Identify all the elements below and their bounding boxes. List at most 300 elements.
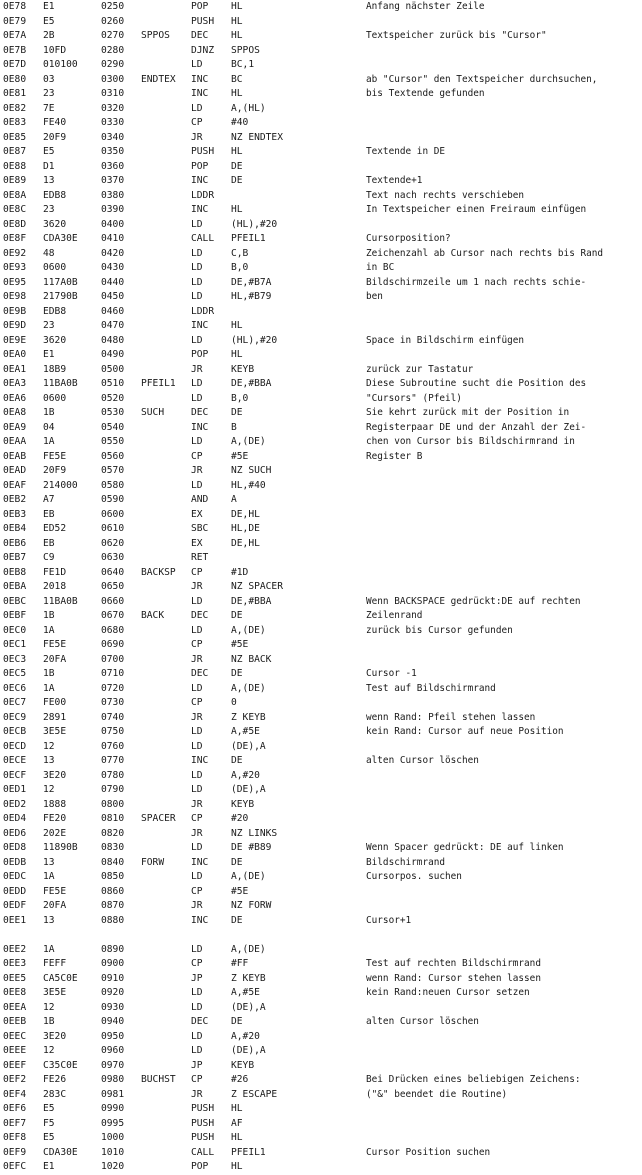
address-cell: 0EAA [3,436,27,447]
line-number-cell: 0720 [101,682,125,694]
mnemonic-cell: DEC [191,30,209,41]
comment-cell: kein Rand:neuen Cursor setzen [366,987,530,998]
line-number-cell: 0540 [101,421,125,433]
listing-row [3,1044,639,1059]
hex-code-cell: FEFF [43,958,67,969]
listing-row [3,841,639,856]
operand-cell: B,0 [231,262,249,273]
hex-code-cell: 3620 [43,334,67,346]
mnemonic-cell: JR [191,827,203,839]
comment-cell: alten Cursor löschen [366,1016,479,1027]
address-cell: 0EA9 [3,421,27,433]
mnemonic-cell: LD [191,218,203,230]
address-cell: 0EA8 [3,407,27,418]
line-number-cell: 0350 [101,146,125,157]
hex-code-cell: A7 [43,494,55,505]
comment-cell: Textende in DE [366,146,446,157]
listing-row [3,522,639,537]
comment-cell: Diese Subroutine sucht die Position des [366,378,587,389]
mnemonic-cell: LD [191,378,203,389]
listing-row [3,87,639,102]
hex-code-cell: 20FA [43,900,67,911]
mnemonic-cell: CP [191,1074,203,1085]
address-cell: 0ECD [3,740,27,752]
line-number-cell: 0270 [101,30,125,41]
operand-cell: A,(DE) [231,871,266,882]
listing-row [3,435,639,450]
operand-cell: HL [231,1,243,12]
address-cell: 0EA3 [3,378,27,389]
line-number-cell: 1020 [101,1161,125,1172]
listing-row [3,711,639,726]
label-cell: BACK [141,610,165,621]
mnemonic-cell: POP [191,1161,209,1172]
hex-code-cell: EDB8 [43,189,67,201]
comment-cell: kein Rand: Cursor auf neue Position [366,726,564,737]
operand-cell: #1D [231,566,249,578]
hex-code-cell: 7E [43,102,55,114]
listing-row [3,334,639,349]
line-number-cell: 0770 [101,755,125,766]
label-cell: BUCHST [141,1074,176,1085]
mnemonic-cell: PUSH [191,1103,215,1114]
comment-cell: ("&" beendet die Routine) [366,1088,508,1100]
mnemonic-cell: JR [191,798,203,810]
listing-row [3,348,639,363]
mnemonic-cell: LD [191,943,203,955]
address-cell: 0EF6 [3,1103,27,1114]
hex-code-cell: 1A [43,436,55,447]
operand-cell: HL [231,204,243,215]
address-cell: 0E8C [3,204,27,215]
address-cell: 0E79 [3,15,27,27]
address-cell: 0ED6 [3,827,27,839]
hex-code-cell: 48 [43,247,55,259]
line-number-cell: 0400 [101,218,125,230]
line-number-cell: 0860 [101,885,125,897]
label-cell: PFEIL1 [141,378,176,389]
operand-cell: KEYB [231,363,255,375]
operand-cell: #5E [231,639,249,650]
mnemonic-cell: CP [191,813,203,824]
listing-row [3,870,639,885]
line-number-cell: 0660 [101,595,125,607]
address-cell: 0EEF [3,1059,27,1071]
address-cell: 0EC6 [3,682,27,694]
line-number-cell: 0310 [101,88,125,99]
operand-cell: BC [231,73,243,85]
operand-cell: A,(DE) [231,682,266,694]
operand-cell: HL,DE [231,523,260,534]
hex-code-cell: 21790B [43,291,78,302]
hex-code-cell: EB [43,537,55,549]
address-cell: 0ECE [3,755,27,766]
mnemonic-cell: LD [191,102,203,114]
hex-code-cell: 10FD [43,44,67,56]
line-number-cell: 0510 [101,378,125,389]
listing-row [3,943,639,958]
listing-row [3,232,639,247]
hex-code-cell: 11BA0B [43,595,78,607]
line-number-cell: 0981 [101,1088,125,1100]
hex-code-cell: 04 [43,421,55,433]
listing-row [3,928,639,943]
mnemonic-cell: AND [191,494,209,505]
listing-row [3,986,639,1001]
mnemonic-cell: CALL [191,1146,215,1158]
address-cell: 0ED4 [3,813,27,824]
listing-row [3,537,639,552]
hex-code-cell: 23 [43,320,55,331]
mnemonic-cell: LD [191,1045,203,1056]
comment-cell: Textende+1 [366,175,423,186]
comment-cell: Zeichenzahl ab Cursor nach rechts bis Rand [366,247,604,259]
operand-cell: #40 [231,117,249,128]
address-cell: 0E87 [3,146,27,157]
mnemonic-cell: INC [191,73,209,85]
address-cell: 0ED8 [3,842,27,853]
listing-row [3,406,639,421]
comment-cell: Test auf rechten Bildschirmrand [366,958,541,969]
mnemonic-cell: JR [191,653,203,665]
line-number-cell: 0700 [101,653,125,665]
listing-row [3,1131,639,1146]
address-cell: 0EB6 [3,537,27,549]
line-number-cell: 0920 [101,987,125,998]
operand-cell: A,#20 [231,769,260,781]
address-cell: 0E78 [3,1,27,12]
operand-cell: DE,HL [231,508,260,520]
mnemonic-cell: PUSH [191,1132,215,1143]
operand-cell: HL [231,146,243,157]
line-number-cell: 0760 [101,740,125,752]
listing-row [3,319,639,334]
hex-code-cell: EDB8 [43,305,67,317]
comment-cell: Space in Bildschirm einfügen [366,334,525,346]
address-cell: 0E8A [3,189,27,201]
listing-row [3,1088,639,1103]
mnemonic-cell: RET [191,552,209,563]
label-cell: ENDTEX [141,73,176,85]
line-number-cell: 0840 [101,856,125,868]
operand-cell: NZ SUCH [231,465,272,476]
mnemonic-cell: LD [191,291,203,302]
mnemonic-cell: LD [191,276,203,288]
mnemonic-cell: LD [191,987,203,998]
listing-row [3,682,639,697]
mnemonic-cell: POP [191,1,209,12]
hex-code-cell: 23 [43,88,55,99]
address-cell: 0EF2 [3,1074,27,1085]
listing-row [3,696,639,711]
listing-row [3,174,639,189]
hex-code-cell: E5 [43,15,55,27]
hex-code-cell: 0600 [43,262,67,273]
listing-row [3,957,639,972]
operand-cell: HL [231,88,243,99]
address-cell: 0EBC [3,595,27,607]
operand-cell: BC,1 [231,59,255,70]
line-number-cell: 0290 [101,59,125,70]
operand-cell: A,(DE) [231,943,266,955]
line-number-cell: 0650 [101,581,125,592]
line-number-cell: 0320 [101,102,125,114]
listing-row [3,102,639,117]
address-cell: 0E8F [3,233,27,244]
address-cell: 0EF4 [3,1088,27,1100]
mnemonic-cell: LD [191,595,203,607]
listing-row [3,566,639,581]
address-cell: 0EA6 [3,392,27,404]
hex-code-cell: ED52 [43,523,67,534]
mnemonic-cell: JR [191,711,203,723]
operand-cell: PFEIL1 [231,233,266,244]
line-number-cell: 0830 [101,842,125,853]
address-cell: 0EAD [3,465,27,476]
address-cell: 0E7B [3,44,27,56]
operand-cell: NZ ENDTEX [231,131,283,143]
line-number-cell: 0870 [101,900,125,911]
label-cell: BACKSP [141,566,176,578]
operand-cell: NZ FORW [231,900,272,911]
address-cell: 0E8D [3,218,27,230]
address-cell: 0EBF [3,610,27,621]
label-cell: FORW [141,856,165,868]
hex-code-cell: 1B [43,610,55,621]
hex-code-cell: 18B9 [43,363,67,375]
address-cell: 0EAB [3,450,27,462]
comment-cell: Cursorposition? [366,233,451,244]
hex-code-cell: 1A [43,682,55,694]
operand-cell: NZ LINKS [231,827,278,839]
operand-cell: (DE),A [231,740,266,752]
listing-row [3,305,639,320]
operand-cell: B,0 [231,392,249,404]
comment-cell: alten Cursor löschen [366,755,479,766]
listing-row [3,58,639,73]
hex-code-cell: E5 [43,1103,55,1114]
address-cell: 0EB2 [3,494,27,505]
mnemonic-cell: INC [191,88,209,99]
address-cell: 0EEE [3,1045,27,1056]
hex-code-cell: 1B [43,668,55,679]
mnemonic-cell: CALL [191,233,215,244]
address-cell: 0EB7 [3,552,27,563]
line-number-cell: 0950 [101,1030,125,1042]
listing-row [3,856,639,871]
address-cell: 0EF8 [3,1132,27,1143]
mnemonic-cell: JP [191,1059,203,1071]
listing-row [3,1160,639,1175]
mnemonic-cell: PUSH [191,146,215,157]
listing-row [3,1102,639,1117]
comment-cell: Test auf Bildschirmrand [366,682,496,694]
operand-cell: A,(DE) [231,624,266,636]
mnemonic-cell: INC [191,175,209,186]
listing-row [3,754,639,769]
hex-code-cell: 13 [43,914,55,926]
line-number-cell: 0640 [101,566,125,578]
line-number-cell: 0560 [101,450,125,462]
label-cell: SPACER [141,813,176,824]
address-cell: 0E82 [3,102,27,114]
address-cell: 0ED2 [3,798,27,810]
comment-cell: chen von Cursor bis Bildschirmrand in [366,436,575,447]
line-number-cell: 0580 [101,479,125,491]
mnemonic-cell: JR [191,1088,203,1100]
listing-row [3,493,639,508]
operand-cell: DE [231,1016,243,1027]
address-cell: 0EFC [3,1161,27,1172]
address-cell: 0E92 [3,247,27,259]
hex-code-cell: 11BA0B [43,378,78,389]
operand-cell: B [231,421,237,433]
operand-cell: (HL),#20 [231,334,278,346]
hex-code-cell: 20F9 [43,465,67,476]
mnemonic-cell: LD [191,436,203,447]
address-cell: 0EE3 [3,958,27,969]
mnemonic-cell: INC [191,856,209,868]
operand-cell: HL [231,15,243,27]
hex-code-cell: FE5E [43,639,67,650]
operand-cell: DE [231,175,243,186]
address-cell: 0EDF [3,900,27,911]
listing-row [3,1146,639,1161]
listing-row [3,203,639,218]
listing-row [3,1073,639,1088]
operand-cell: DE,HL [231,537,260,549]
hex-code-cell: 214000 [43,479,78,491]
mnemonic-cell: LD [191,1001,203,1013]
listing-row [3,1001,639,1016]
mnemonic-cell: DJNZ [191,44,215,56]
listing-row [3,783,639,798]
mnemonic-cell: LD [191,784,203,795]
hex-code-cell: 3E5E [43,987,67,998]
mnemonic-cell: LD [191,842,203,853]
listing-row [3,421,639,436]
listing-row [3,740,639,755]
hex-code-cell: 1A [43,871,55,882]
listing-row [3,1059,639,1074]
operand-cell: A,#5E [231,726,260,737]
mnemonic-cell: INC [191,755,209,766]
listing-row [3,189,639,204]
hex-code-cell: FE26 [43,1074,67,1085]
listing-row [3,479,639,494]
mnemonic-cell: PUSH [191,1117,215,1129]
hex-code-cell: FE5E [43,450,67,462]
line-number-cell: 0280 [101,44,125,56]
address-cell: 0EC7 [3,697,27,708]
line-number-cell: 1010 [101,1146,125,1158]
line-number-cell: 0630 [101,552,125,563]
hex-code-cell: 3E5E [43,726,67,737]
line-number-cell: 0340 [101,131,125,143]
comment-cell: bis Textende gefunden [366,88,485,99]
mnemonic-cell: LD [191,1030,203,1042]
address-cell: 0EBA [3,581,27,592]
line-number-cell: 0680 [101,624,125,636]
mnemonic-cell: LD [191,59,203,70]
hex-code-cell: 12 [43,740,55,752]
listing-row [3,508,639,523]
listing-row [3,812,639,827]
hex-code-cell: CDA30E [43,1146,78,1158]
mnemonic-cell: LD [191,871,203,882]
hex-code-cell: C9 [43,552,55,563]
operand-cell: HL,#B79 [231,291,272,302]
mnemonic-cell: CP [191,885,203,897]
line-number-cell: 0740 [101,711,125,723]
mnemonic-cell: DEC [191,407,209,418]
listing-row [3,160,639,175]
comment-cell: Wenn BACKSPACE gedrückt:DE auf rechten [366,595,581,607]
hex-code-cell: 117A0B [43,276,78,288]
operand-cell: HL,#40 [231,479,266,491]
listing-row [3,261,639,276]
address-cell: 0E83 [3,117,27,128]
line-number-cell: 0420 [101,247,125,259]
operand-cell: HL [231,349,243,360]
hex-code-cell: CDA30E [43,233,78,244]
line-number-cell: 0430 [101,262,125,273]
comment-cell: Registerpaar DE und der Anzahl der Zei- [366,421,587,433]
line-number-cell: 0900 [101,958,125,969]
line-number-cell: 0590 [101,494,125,505]
hex-code-cell: FE00 [43,697,67,708]
hex-code-cell: F5 [43,1117,55,1129]
line-number-cell: 0780 [101,769,125,781]
comment-cell: Bildschirmrand [366,856,446,868]
operand-cell: (DE),A [231,1001,266,1013]
address-cell: 0EF9 [3,1146,27,1158]
listing-row [3,276,639,291]
address-cell: 0EB3 [3,508,27,520]
mnemonic-cell: POP [191,160,209,172]
line-number-cell: 0360 [101,160,125,172]
address-cell: 0EC5 [3,668,27,679]
address-cell: 0EA1 [3,363,27,375]
line-number-cell: 0930 [101,1001,125,1013]
line-number-cell: 0380 [101,189,125,201]
address-cell: 0E93 [3,262,27,273]
mnemonic-cell: LD [191,769,203,781]
listing-row [3,392,639,407]
address-cell: 0EB8 [3,566,27,578]
listing-row [3,145,639,160]
operand-cell: Z KEYB [231,711,266,723]
mnemonic-cell: JR [191,581,203,592]
address-cell: 0E89 [3,175,27,186]
address-cell: 0EE8 [3,987,27,998]
operand-cell: DE [231,856,243,868]
operand-cell: A,(HL) [231,102,266,114]
hex-code-cell: 010100 [43,59,78,70]
listing-row [3,798,639,813]
address-cell: 0EC1 [3,639,27,650]
operand-cell: SPPOS [231,44,260,56]
mnemonic-cell: CP [191,697,203,708]
hex-code-cell: C35C0E [43,1059,78,1071]
mnemonic-cell: CP [191,639,203,650]
listing-row [3,885,639,900]
address-cell: 0EDD [3,885,27,897]
operand-cell: C,B [231,247,249,259]
operand-cell: DE [231,610,243,621]
line-number-cell: 0440 [101,276,125,288]
line-number-cell: 0790 [101,784,125,795]
